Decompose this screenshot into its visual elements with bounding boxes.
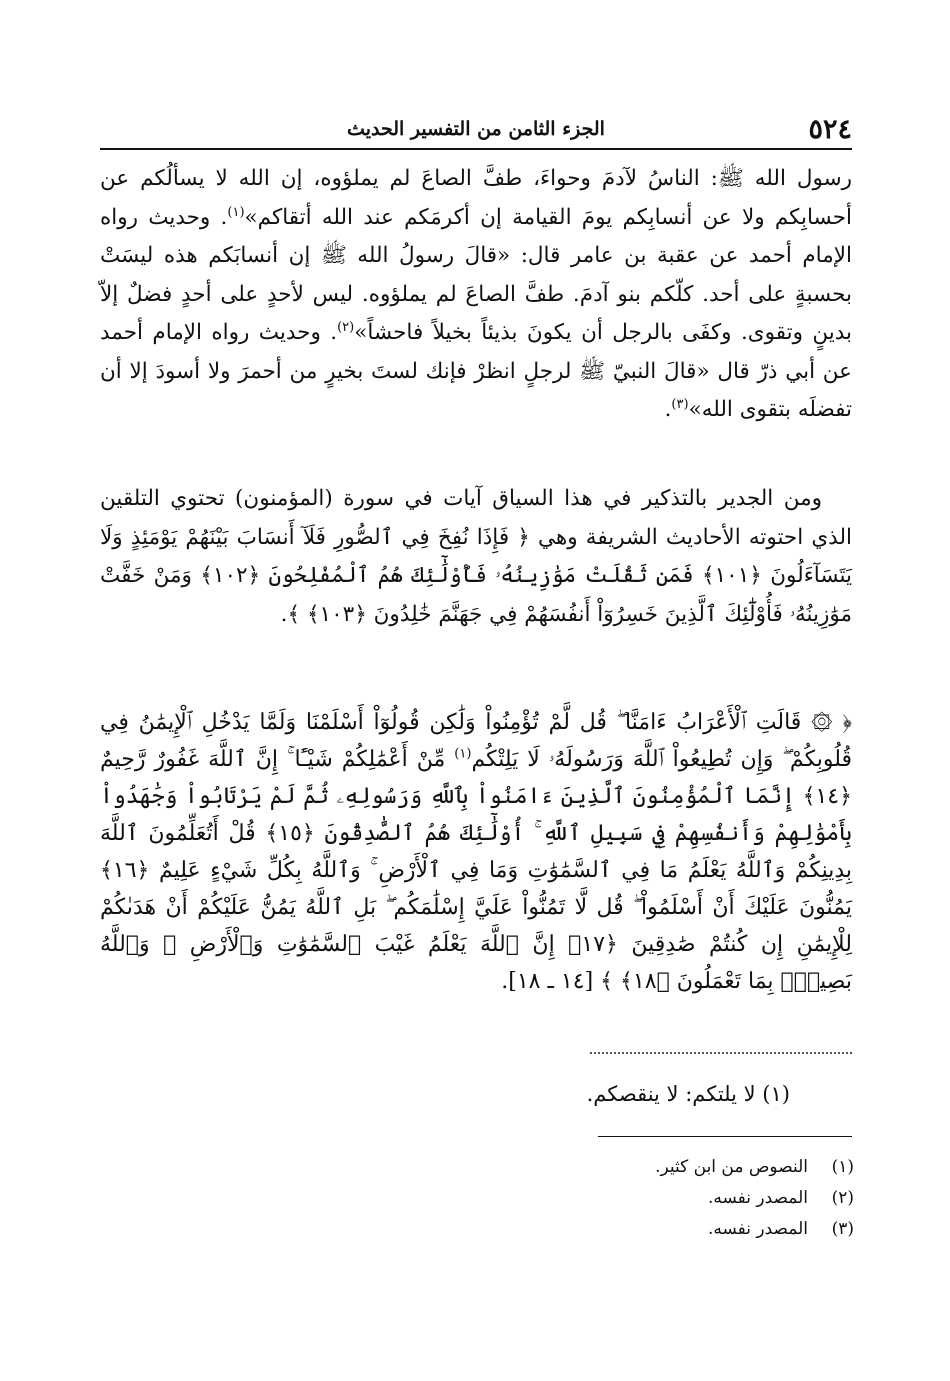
paragraph-text: رسول الله ﷺ: الناسُ لآدمَ وحواءَ، طفَّ الصاعَ لم يملؤوه، إن الله لا يسألُكم عن أحسابِكم ولا عن أنسابِكم يومَ القيامة إن أكرمَكم عند الله أتقاكم» bbox=[100, 166, 853, 230]
verse-text: ﴿ ۞ قَالَتِ ٱلْأَعْرَابُ ءَامَنَّا ۖ قُل لَّمْ تُؤْمِنُواْ وَلَٰكِن قُولُوٓاْ أَسْلَمْنَا وَلَمَّا يَدْخُلِ ٱلْإِيمَٰنُ فِي قُلُوبِكُمْ ۖ وَإِن تُطِيعُواْ ٱللَّهَ وَرَسُولَهُۥ لَا يَلِتْكُم bbox=[100, 710, 852, 772]
footnote-text: النصوص من ابن كثير. bbox=[655, 1157, 808, 1177]
paragraph-text: ومن الجدير بالتذكير في هذا السياق آيات في سورة (المؤمنون) تحتوي التلقين الذي احتوته الأحاديث الشريفة وهي ﴿ فَإِذَا نُفِخَ فِي ٱلصُّورِ فَلَآ أَنسَابَ بَيْنَهُمْ يَوْمَئِذٍ وَلَا يَتَسَآءَلُونَ ﴿١٠١﴾ فَمَن ثَقُلَتْ مَوَٰزِينُهُۥ فَأُوْلَٰٓئِكَ هُمُ ٱلْمُفْلِحُونَ ﴿١٠٢﴾ وَمَنْ خَفَّتْ مَوَٰزِينُهُۥ فَأُوْلَٰٓئِكَ ٱلَّذِينَ خَسِرُوٓاْ أَنفُسَهُمْ فِي جَهَنَّمَ خَٰلِدُونَ ﴿١٠٣﴾ ﴾. bbox=[100, 486, 853, 627]
paragraph-text: . وحديث رواه الإمام أحمد عن عقبة بن عامر قال: «قالَ رسولُ الله ﷺ إن أنسابَكم هذه ليسَتْ بحسبةٍ على أحد. كلّكم بنو آدمَ. طفَّ الصاعَ لم يملؤوه. ليس لأحدٍ على أحدٍ فضلٌ إلاّ بدينٍ وتقوى. وكفَى بالرجل أن يكونَ بذيئاً بخيلاً فاحشاً» bbox=[100, 204, 852, 345]
dotted-separator bbox=[590, 1052, 852, 1054]
footnote-item bbox=[554, 1214, 854, 1245]
footnote-text: المصدر نفسه. bbox=[707, 1219, 808, 1239]
footnote-number: (١) bbox=[831, 1157, 854, 1177]
verse-footnote-ref-1[interactable]: (١) bbox=[454, 746, 472, 762]
paragraph-almuminun bbox=[100, 480, 852, 634]
footnote-number: (٢) bbox=[831, 1188, 854, 1208]
quran-verse-block bbox=[100, 704, 852, 1000]
footnote-item bbox=[554, 1152, 854, 1183]
paragraph-text: . وحديث رواه الإمام أحمد عن أبي ذرّ قال «قالَ النبيّ ﷺ لرجلٍ انظرْ فإنك لستَ بخيرٍ من أحمرَ ولا أسودَ إلا أن تفضلَه بتقوى الله» bbox=[100, 320, 852, 422]
running-title: الجزء الثامن من التفسير الحديث bbox=[347, 118, 605, 140]
footnote-ref-3[interactable]: (٣) bbox=[671, 396, 689, 412]
footnotes bbox=[554, 1152, 854, 1245]
footnote-ref-1[interactable]: (١) bbox=[227, 204, 245, 220]
footnote-divider bbox=[598, 1136, 852, 1137]
verse-text: مِّنْ أَعْمَٰلِكُمْ شَيْـًٔا ۚ إِنَّ ٱللَّهَ غَفُورٌ رَّحِيمٌ ﴿١٤﴾ إِنَّمَا ٱلْمُؤْمِنُونَ ٱلَّذِينَ ءَامَنُواْ بِٱللَّهِ وَرَسُولِهِۦ ثُمَّ لَمْ يَرْتَابُواْ وَجَٰهَدُواْ بِأَمْوَٰلِهِمْ وَأَنفُسِهِمْ فِي سَبِيلِ ٱللَّهِ ۚ أُوْلَٰٓئِكَ هُمُ ٱلصَّٰدِقُونَ ﴿١٥﴾ قُلْ أَتُعَلِّمُونَ ٱللَّهَ بِدِينِكُمْ وَٱللَّهُ يَعْلَمُ مَا فِي ٱلسَّمَٰوَٰتِ وَمَا فِي ٱلْأَرْضِ ۚ وَٱللَّهُ بِكُلِّ شَيْءٍ عَلِيمٌ ﴿١٦﴾ يَمُنُّونَ عَلَيْكَ أَنْ أَسْلَمُواْ ۖ قُل لَّا تَمُنُّواْ عَلَيَّ إِسْلَٰمَكُم ۖ بَلِ ٱللَّهُ يَمُنُّ عَلَيْكُمْ أَنْ هَدَىٰكُمْ لِلْإِيمَٰنِ إِن كُنتُمْ صَٰدِقِينَ ﴿١٧﴾ إِنَّ ٱللَّهَ يَعْلَمُ غَيْبَ ٱلسَّمَٰوَٰتِ وَٱلْأَرْضِ ۚ وَٱللَّهُ بَصِيرُۢ بِمَا تَعْمَلُونَ ﴿١٨﴾ ﴾ [١٤ ـ ١٨]. bbox=[100, 747, 853, 994]
paragraph-text: . bbox=[664, 397, 672, 422]
paragraph-hadith bbox=[100, 160, 852, 430]
page-header bbox=[100, 108, 852, 148]
footnote-ref-2[interactable]: (٢) bbox=[337, 319, 355, 335]
footnote-text: المصدر نفسه. bbox=[707, 1188, 808, 1208]
header-divider bbox=[100, 148, 852, 150]
footnote-item bbox=[554, 1183, 854, 1214]
word-gloss: (١) لا يلتكم: لا ينقصكم. bbox=[586, 1082, 790, 1106]
footnote-number: (٣) bbox=[831, 1219, 854, 1239]
page-number: ٥٢٤ bbox=[808, 114, 852, 145]
